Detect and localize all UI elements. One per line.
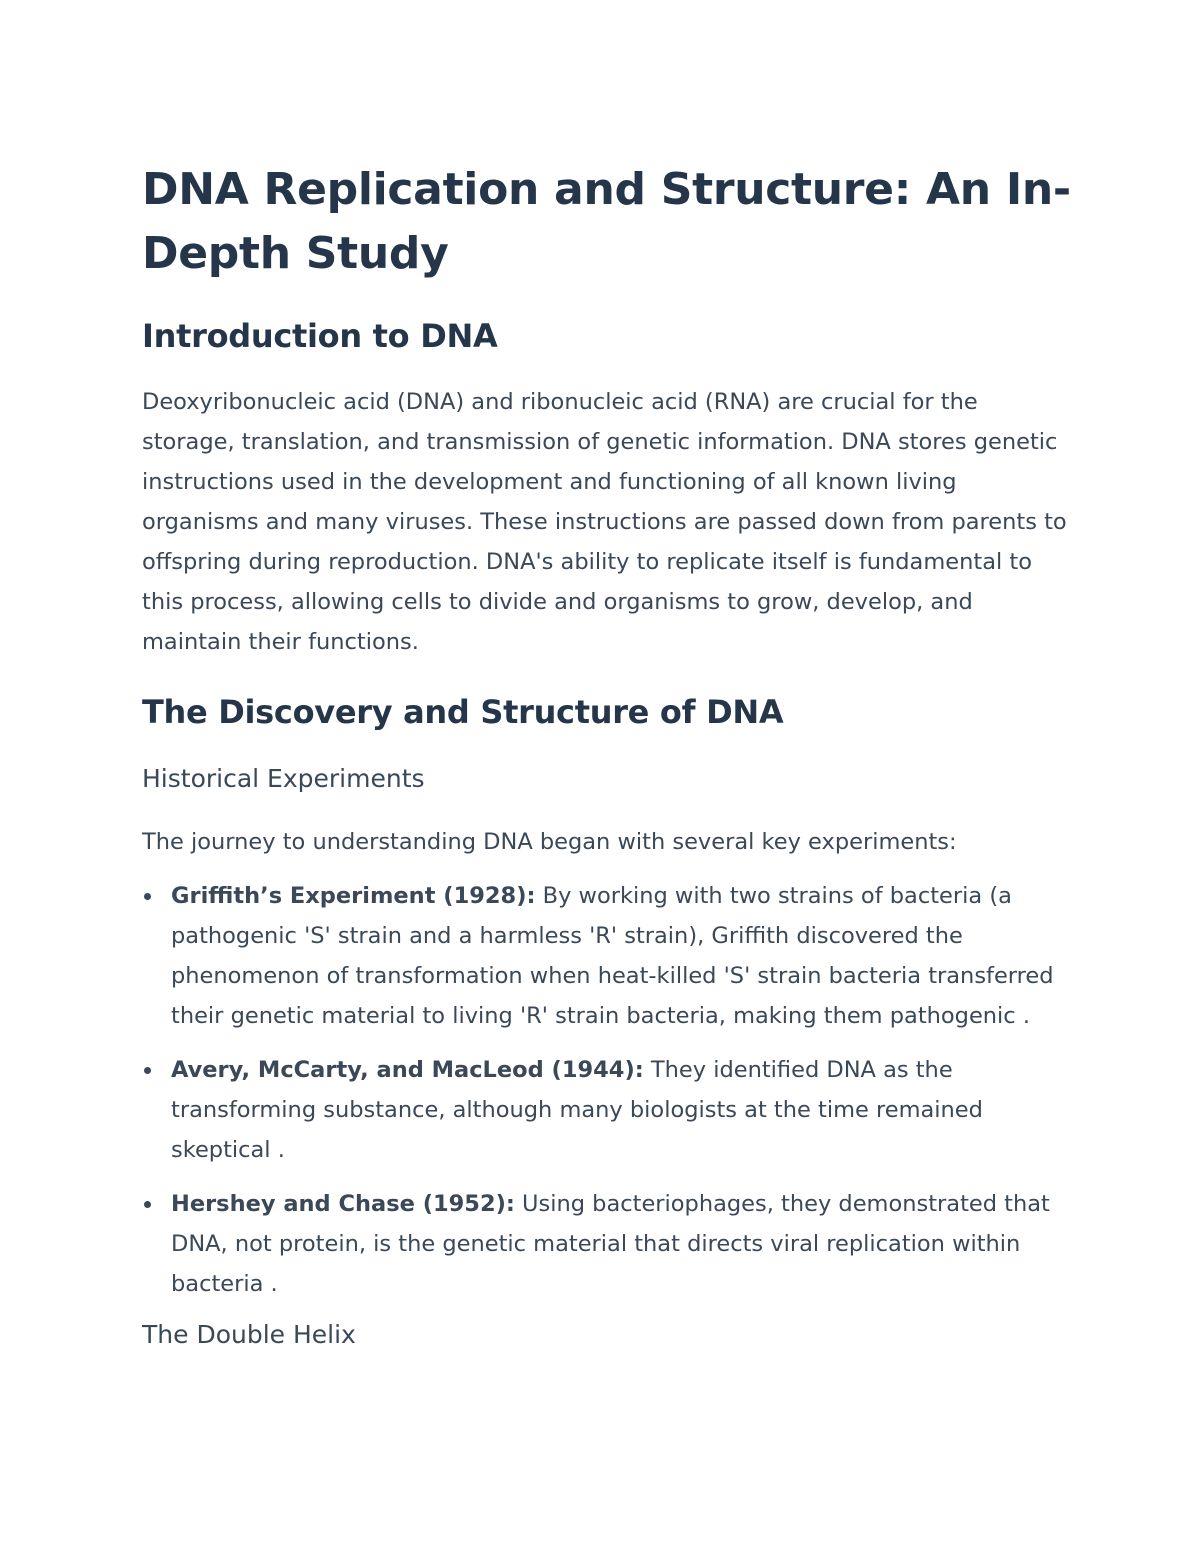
intro-heading: Introduction to DNA [142,317,498,355]
list-item-text: By working with two strains of bacteria (a pathogenic 'S' strain and a harmless 'R' strain), Griffith discovered the phenomenon of transformation when heat-killed 'S' strain bacteria transferred their genetic material to living 'R' strain bacteria, making them pathogenic . [171,883,1054,1029]
list-item-label: Avery, McCarty, and MacLeod (1944): [171,1057,644,1083]
experiments-list [142,876,1072,1304]
list-item-text: Using bacteriophages, they demonstrated that DNA, not protein, is the genetic material that directs viral replication within bacteria . [171,1191,1050,1297]
document-title: DNA Replication and Structure: An In-Depth Study [142,164,1071,279]
bullet-icon [144,1201,151,1208]
list-item-label: Hershey and Chase (1952): [171,1191,515,1217]
bullet-icon [144,1067,151,1074]
list-item [142,876,1072,1036]
document-page [142,158,1072,1352]
list-item [142,1184,1072,1304]
historical-experiments-heading: Historical Experiments [142,764,425,793]
double-helix-heading: The Double Helix [142,1320,356,1349]
list-item-text: They identified DNA as the transforming substance, although many biologists at the time remained skeptical . [171,1057,983,1163]
list-item-label: Griffith’s Experiment (1928): [171,883,536,909]
intro-paragraph: Deoxyribonucleic acid (DNA) and ribonucleic acid (RNA) are crucial for the storage, translation, and transmission of genetic information. DNA stores genetic instructions used in the development and functioning of all known living organisms and many viruses. These instructions are passed down from parents to offspring during reproduction. DNA's ability to replicate itself is fundamental to this process, allowing cells to divide and organisms to grow, develop, and maintain their functions. [142,389,1067,655]
discovery-heading: The Discovery and Structure of DNA [142,693,784,731]
bullet-icon [144,893,151,900]
list-item [142,1050,1072,1170]
historical-intro-paragraph: The journey to understanding DNA began with several key experiments: [142,829,957,855]
